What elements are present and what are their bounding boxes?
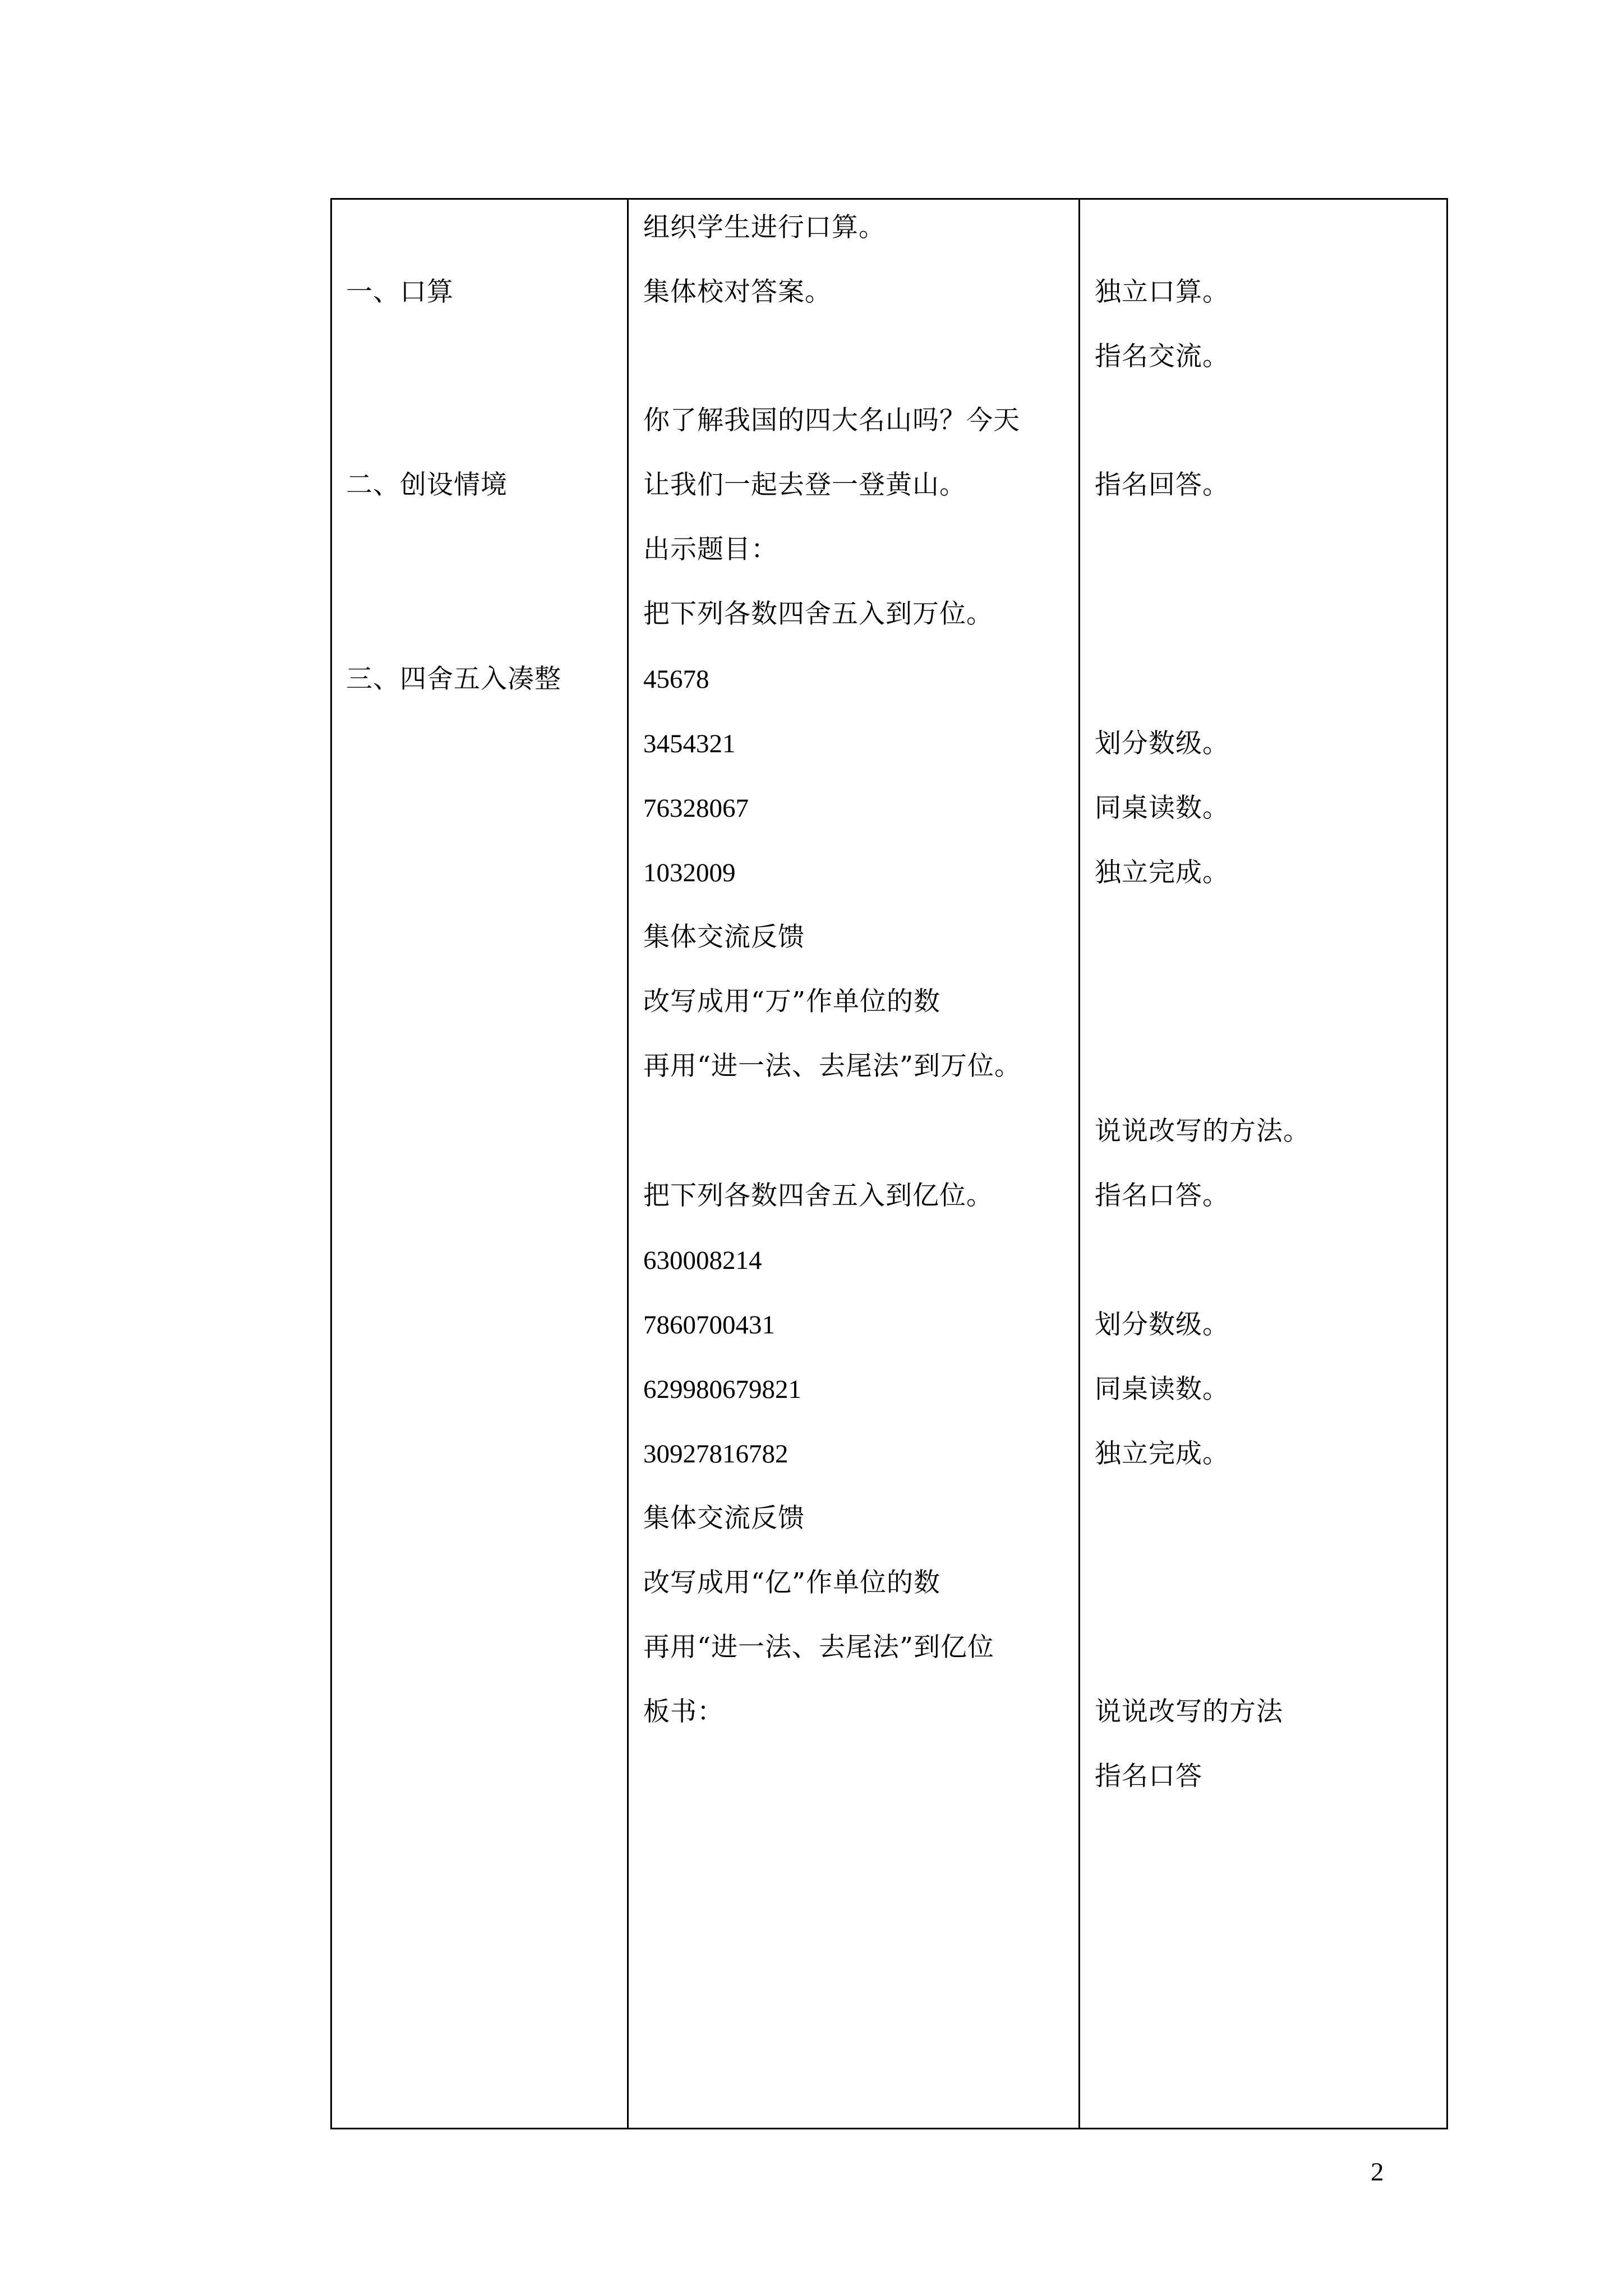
student-activity: 独立完成。	[1095, 1438, 1229, 1469]
student-activity: 说说改写的方法	[1095, 1696, 1283, 1727]
teacher-activity: 集体校对答案。	[643, 277, 832, 307]
column-divider	[627, 200, 629, 2128]
stage-title: 二、创设情境	[346, 470, 508, 500]
student-activity: 说说改写的方法。	[1095, 1116, 1310, 1147]
teacher-activity: 让我们一起去登一登黄山。	[643, 470, 966, 500]
teacher-activity: 再用“进一法、去尾法”到万位。	[643, 1051, 1022, 1082]
teacher-activity: 把下列各数四舍五入到亿位。	[643, 1180, 993, 1211]
teacher-activity: 集体交流反馈	[643, 1503, 805, 1534]
student-activity: 指名回答。	[1095, 470, 1229, 500]
number-item: 76328067	[643, 794, 749, 823]
teacher-activity: 再用“进一法、去尾法”到亿位	[643, 1632, 995, 1663]
teacher-activity: 你了解我国的四大名山吗？今天	[643, 405, 1020, 436]
number-item: 30927816782	[643, 1439, 789, 1469]
number-item: 629980679821	[643, 1375, 801, 1404]
page-number: 2	[1371, 2157, 1384, 2187]
stage-title: 一、口算	[346, 277, 454, 307]
column-divider	[1078, 200, 1080, 2128]
teacher-activity: 出示题目：	[643, 534, 778, 565]
number-item: 45678	[643, 665, 709, 694]
student-activity: 划分数级。	[1095, 1309, 1229, 1340]
student-activity: 同桌读数。	[1095, 1374, 1229, 1405]
teacher-activity: 板书：	[643, 1696, 724, 1727]
number-item: 630008214	[643, 1246, 762, 1275]
student-activity: 同桌读数。	[1095, 793, 1229, 823]
teacher-activity: 组织学生进行口算。	[643, 212, 886, 243]
student-activity: 指名口答	[1095, 1761, 1202, 1792]
student-activity: 指名交流。	[1095, 341, 1229, 372]
number-item: 3454321	[643, 729, 736, 758]
teacher-activity: 改写成用“万”作单位的数	[643, 986, 941, 1017]
student-activity: 独立完成。	[1095, 857, 1229, 888]
teacher-activity: 把下列各数四舍五入到万位。	[643, 599, 993, 629]
student-activity: 划分数级。	[1095, 728, 1229, 759]
student-activity: 指名口答。	[1095, 1180, 1229, 1211]
teacher-activity: 改写成用“亿”作单位的数	[643, 1567, 941, 1598]
number-item: 1032009	[643, 858, 736, 887]
stage-title: 三、四舍五入凑整	[346, 664, 561, 694]
teacher-activity: 集体交流反馈	[643, 922, 805, 953]
student-activity: 独立口算。	[1095, 277, 1229, 307]
number-item: 7860700431	[643, 1310, 775, 1340]
